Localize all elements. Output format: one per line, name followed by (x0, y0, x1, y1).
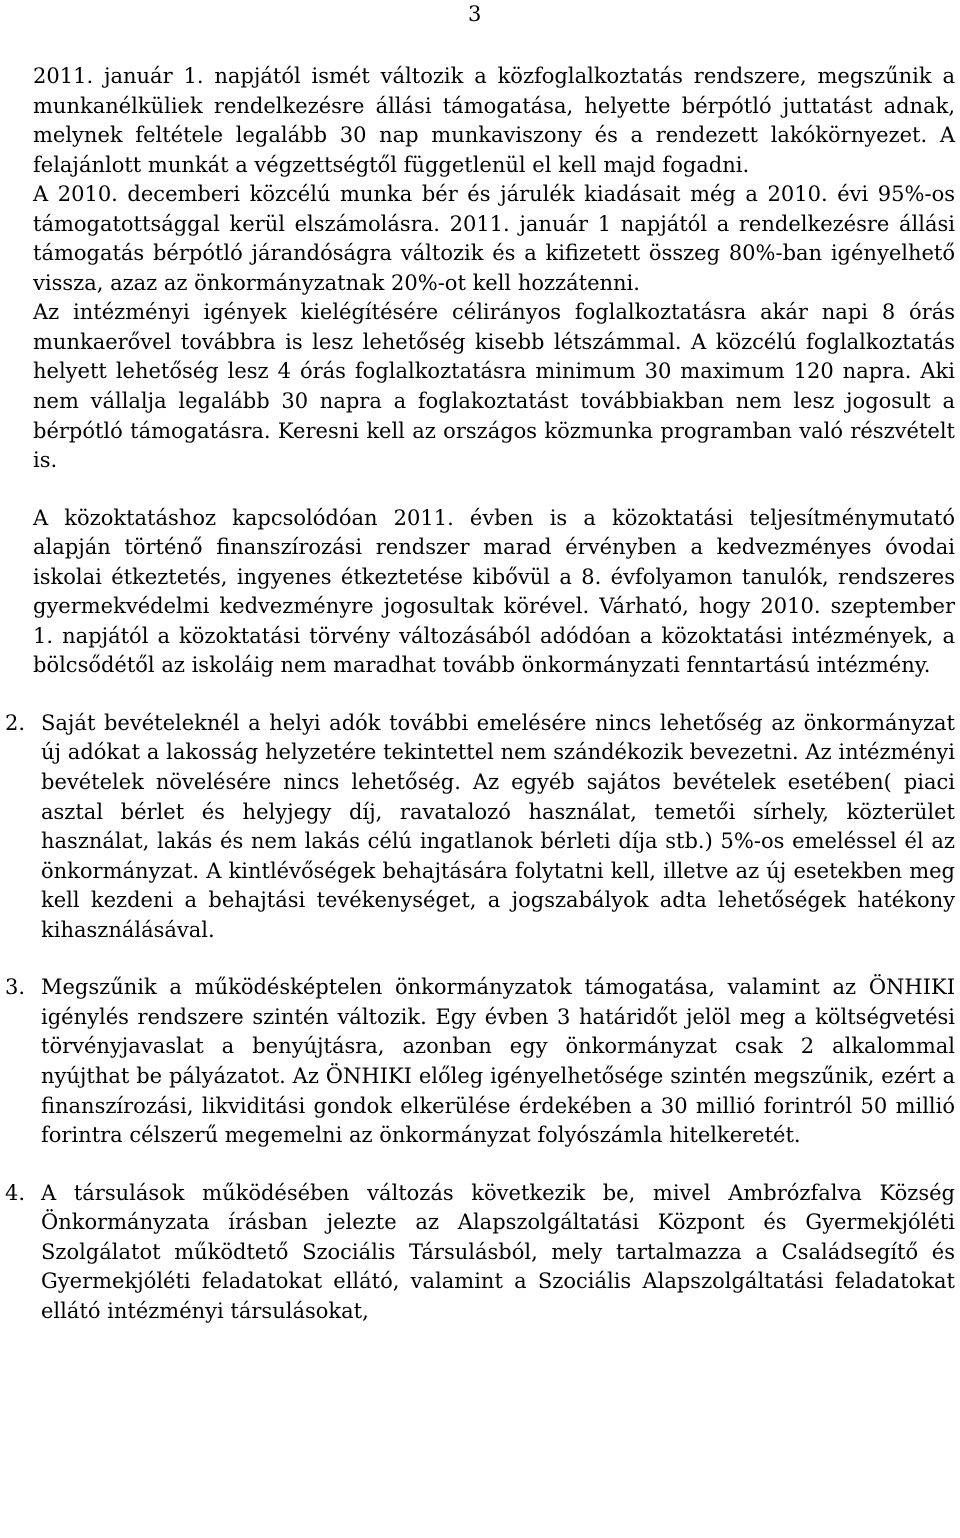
list-item-text: Megszűnik a működésképtelen önkormányzatok támogatása, valamint az ÖNHIKI igénylés rendszere szintén változik. Egy évben 3 határidőt jelöl meg a költségvetési törvényjavaslat a benyújtásra, azonban egy önkormányzat csak 2 alkalommal nyújthat be pályázatot. Az ÖNHIKI előleg igényelhetősége szintén megszűnik, ezért a finanszírozási, likviditási gondok elkerülése érdekében a 30 millió forintról 50 millió forintra célszerű megemelni az önkormányzat folyószámla hitelkeretét. (41, 975, 955, 1148)
list-item-number: 2. (5, 710, 26, 735)
paragraph-institutional-employment: Az intézményi igények kielégítésére célirányos foglalkoztatásra akár napi 8 órás munkaerővel továbbra is lesz lehetőség kisebb létszámmal. A közcélú foglalkoztatás helyett lehetőség lesz 4 órás foglalkoztatásra minimum 30 maximum 120 napra. Aki nem vállalja legalább 30 napra a foglakoztatást továbbiakban nem lesz jogosult a bérpótló támogatásra. Keresni kell az országos közmunka programban való részvételt is. (33, 300, 955, 473)
paragraph-public-education: A közoktatáshoz kapcsolódóan 2011. évben is a közoktatási teljesítménymutató alapján történő finanszírozási rendszer marad érvényben a kedvezményes óvodai iskolai étkeztetés, ingyenes étkeztetése kibővül a 8. évfolyamon tanulók, rendszeres gyermekvédelmi kedvezményre jogosultak körével. Várható, hogy 2010. szeptember 1. napjától a közoktatási törvény változásából adódóan a közoktatási intézmények, a bölcsődétől az iskoláig nem maradhat tovább önkormányzati fenntartású intézmény. (33, 505, 955, 678)
paragraph-public-work-funding: A 2010. decemberi közcélú munka bér és járulék kiadásait még a 2010. évi 95%-os támogatottsággal kerül elszámolásra. 2011. január 1 napjától a rendelkezésre állási támogatás bérpótló járandóságra változik és a kifizetett összeg 80%-ban igényelhető vissza, azaz az önkormányzatnak 20%-ot kell hozzátenni. (33, 182, 955, 295)
list-item (5, 1179, 955, 1327)
list-item-text: A társulások működésében változás következik be, mivel Ambrózfalva Község Önkormányzata írásban jelezte az Alapszolgáltatási Központ és Gyermekjóléti Szolgálatot működtető Szociális Társulásból, mely tartalmazza a Családsegítő és Gyermekjóléti feladatokat ellátó, valamint a Szociális Alapszolgáltatási feladatokat ellátó intézményi társulásokat, (41, 1180, 955, 1323)
list-item-number: 3. (5, 975, 26, 1000)
paragraph-employment-change: 2011. január 1. napjától ismét változik a közfoglalkoztatás rendszere, megszűnik a munkanélküliek rendelkezésre állási támogatása, helyette bérpótló juttatást adnak, melynek feltétele legalább 30 nap munkaviszony és a rendezett lakókörnyezet. A felajánlott munkát a végzettségtől függetlenül el kell majd fogadni. (33, 64, 955, 177)
list-item (5, 973, 955, 1150)
list-item (5, 709, 955, 945)
document-body (5, 62, 955, 1326)
list-item-text: Saját bevételeknél a helyi adók további emelésére nincs lehetőség az önkormányzat új adókat a lakosság helyzetére tekintettel nem szándékozik bevezetni. Az intézményi bevételek növelésére nincs lehetőség. Az egyéb sajátos bevételek esetében( piaci asztal bérlet és helyjegy díj, ravatalozó használat, temetői sírhely, közterület használat, lakás és nem lakás célú ingatlanok bérleti díja stb.) 5%-os emeléssel él az önkormányzat. A kintlévőségek behajtására folytatni kell, illetve az új esetekben meg kell kezdeni a behajtási tevékenységet, a jogszabályok adta lehetőségek hatékony kihasználásával. (41, 710, 955, 942)
list-item-number: 4. (5, 1180, 26, 1205)
page-number: 3 (468, 2, 482, 26)
